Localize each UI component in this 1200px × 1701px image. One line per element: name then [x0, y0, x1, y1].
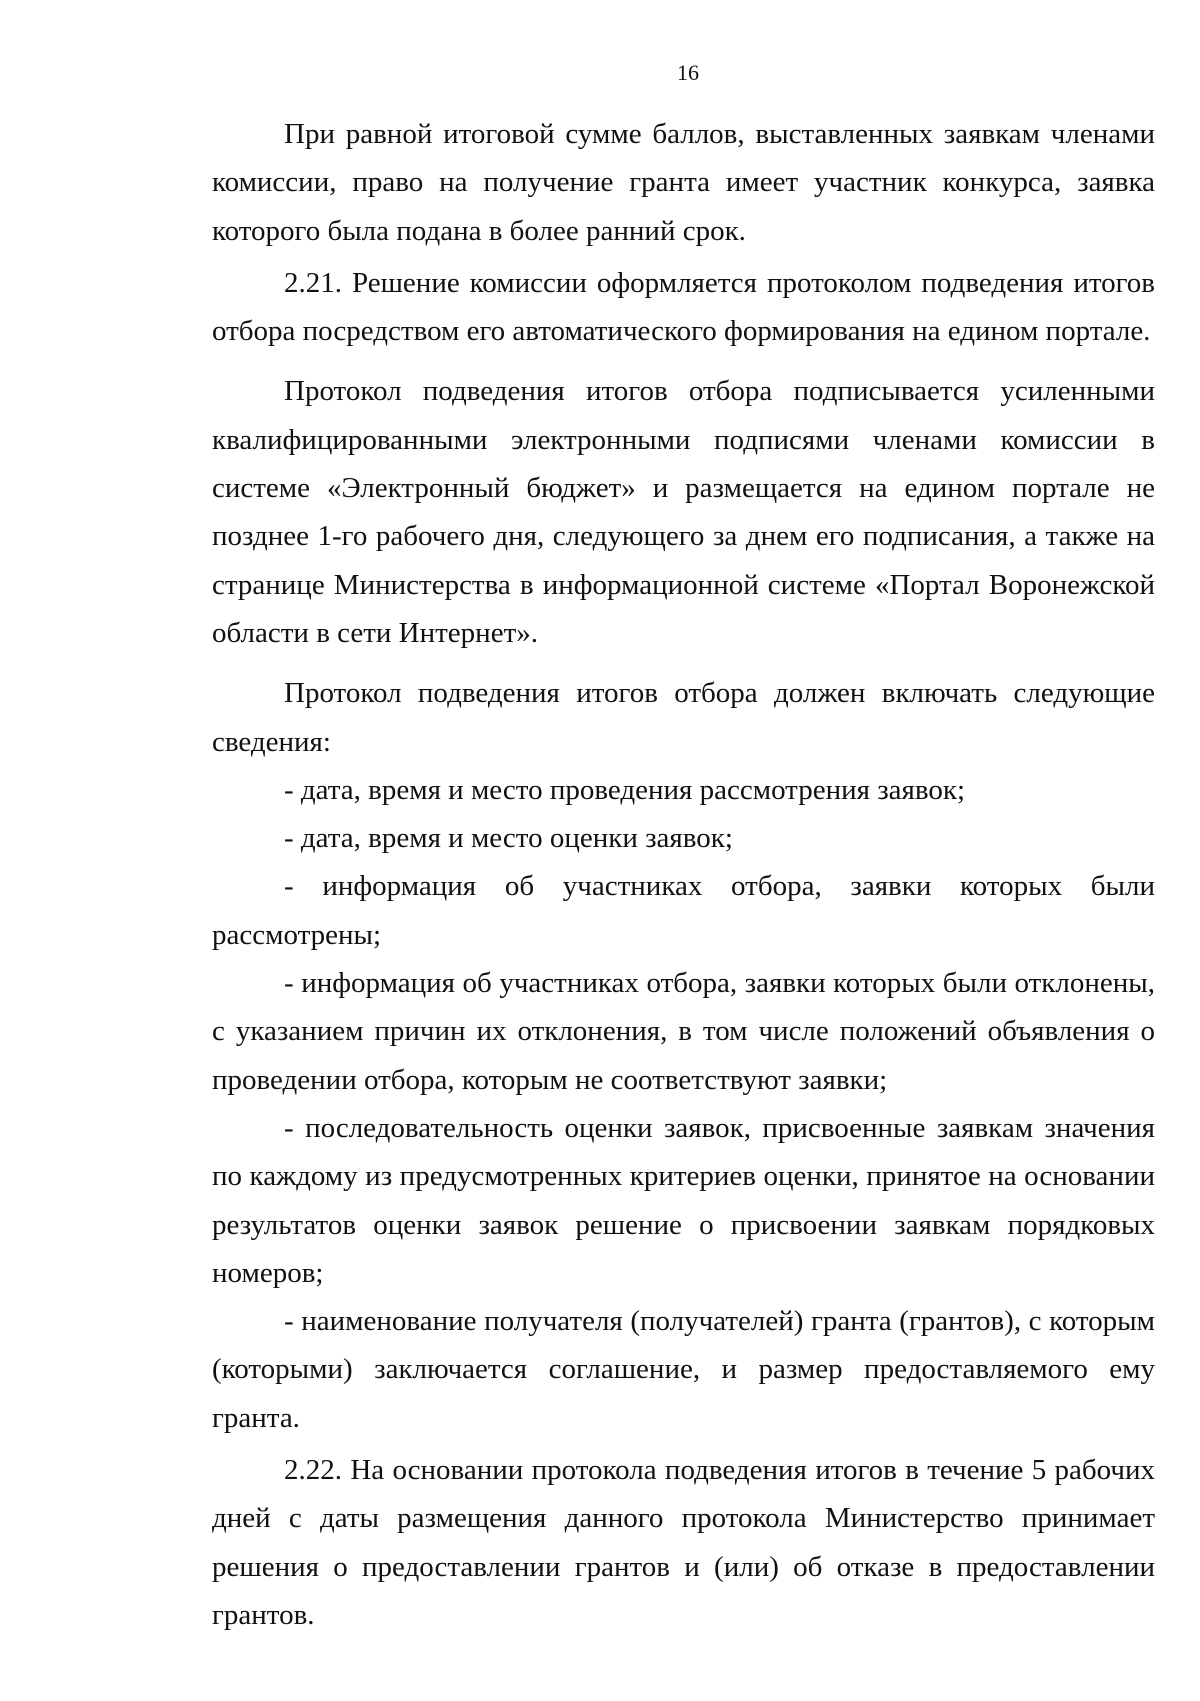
document-body [212, 110, 1155, 1639]
paragraph-protocol-contents-intro: Протокол подведения итогов отбора должен включать следующие сведения: [212, 677, 1155, 758]
paragraph-protocol-signing: Протокол подведения итогов отбора подписывается усиленными квалифицированными электронными подписями членами комиссии в системе «Электронный бюджет» и размещается на едином портале не позднее 1-го рабочего дня, следующего за днем его подписания, а также на странице Министерства в информационной системе «Портал Воронежской области в сети Интернет». [212, 375, 1155, 649]
list-item-evaluation-sequence: - последовательность оценки заявок, присвоенные заявкам значения по каждому из предусмотренных критериев оценки, принятое на основании результатов оценки заявок решение о присвоении заявкам порядковых номеров; [212, 1111, 1155, 1289]
list-item-review-date: - дата, время и место проведения рассмотрения заявок; [284, 773, 966, 806]
list-item-rejected-participants: - информация об участниках отбора, заявки которых были отклонены, с указанием причин их отклонения, в том числе положений объявления о проведении отбора, которым не соответствуют заявки; [212, 967, 1155, 1096]
paragraph-equal-score-rule: При равной итоговой сумме баллов, выставленных заявкам членами комиссии, право на получение гранта имеет участник конкурса, заявка которого была подана в более ранний срок. [212, 118, 1155, 247]
list-item-grant-recipients: - наименование получателя (получателей) гранта (грантов), с которым (которыми) заключается соглашение, и размер предоставляемого ему гранта. [212, 1305, 1155, 1434]
paragraph-clause-2-21: 2.21. Решение комиссии оформляется протоколом подведения итогов отбора посредством его автоматического формирования на едином портале. [212, 266, 1155, 348]
paragraph-clause-2-22: 2.22. На основании протокола подведения итогов в течение 5 рабочих дней с даты размещения данного протокола Министерство принимает решения о предоставлении грантов и (или) об отказе в предоставлении грантов. [212, 1454, 1155, 1631]
page-number: 16 [677, 60, 699, 85]
list-item-reviewed-participants: - информация об участниках отбора, заявки которых были рассмотрены; [212, 870, 1155, 951]
list-item-evaluation-date: - дата, время и место оценки заявок; [284, 822, 733, 855]
